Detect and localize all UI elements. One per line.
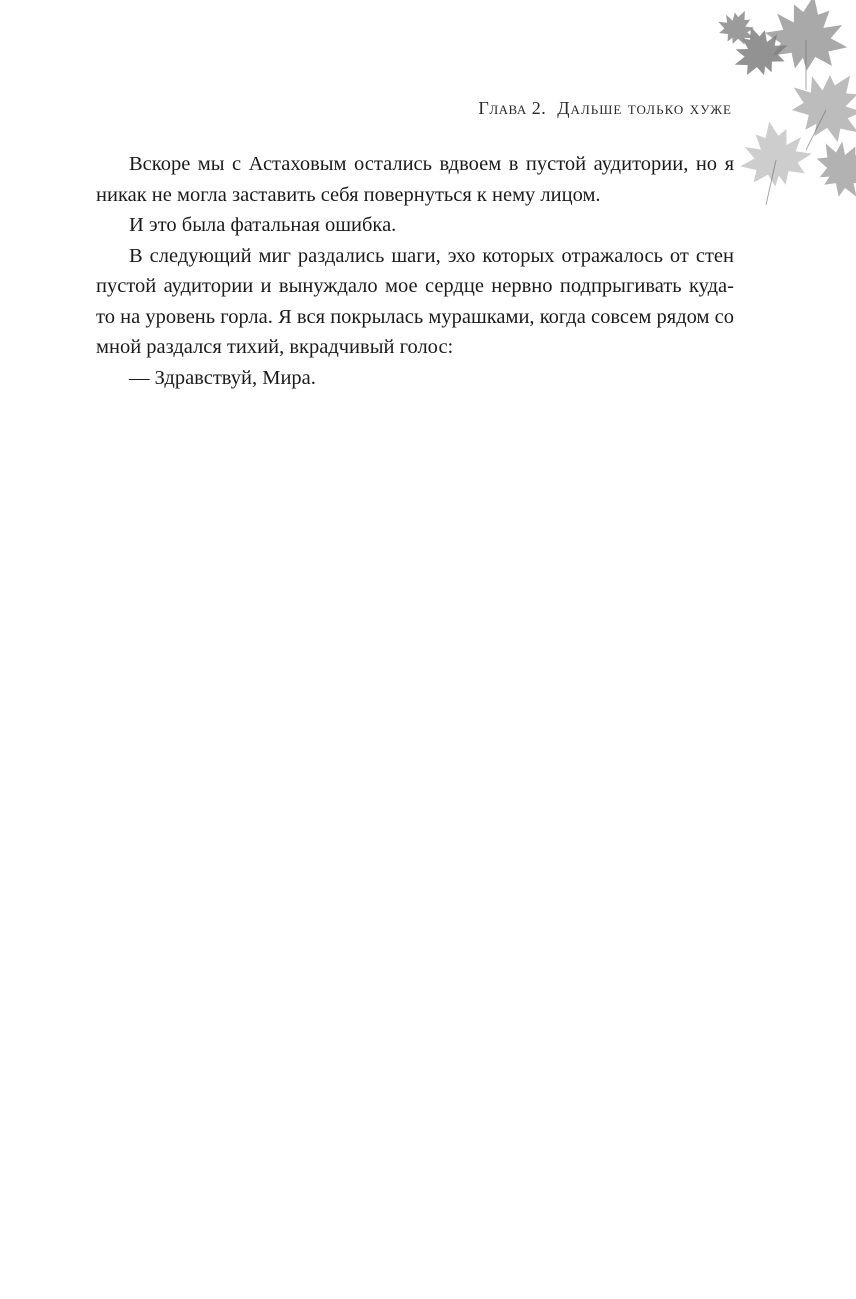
paragraph: Вскоре мы с Астаховым остались вдвоем в пустой аудитории, но я никак не могла заставить себя повернуться к нему лицом. xyxy=(96,153,734,206)
paragraph: — Здравствуй, Мира. xyxy=(129,366,316,389)
body-text xyxy=(96,149,734,393)
running-head xyxy=(478,98,732,119)
chapter-title: Дальше только хуже xyxy=(557,98,732,118)
paragraph: В следующий миг раздались шаги, эхо которых отражалось от стен пустой аудитории и вынуждало мое сердце нервно подпрыгивать куда-то на уровень горла. Я вся покрылась мурашками, когда совсем рядом со мной раздался тихий, вкрадчивый голос: xyxy=(96,244,734,358)
chapter-number: Глава 2. xyxy=(478,98,547,118)
paragraph: И это была фатальная ошибка. xyxy=(129,214,397,236)
